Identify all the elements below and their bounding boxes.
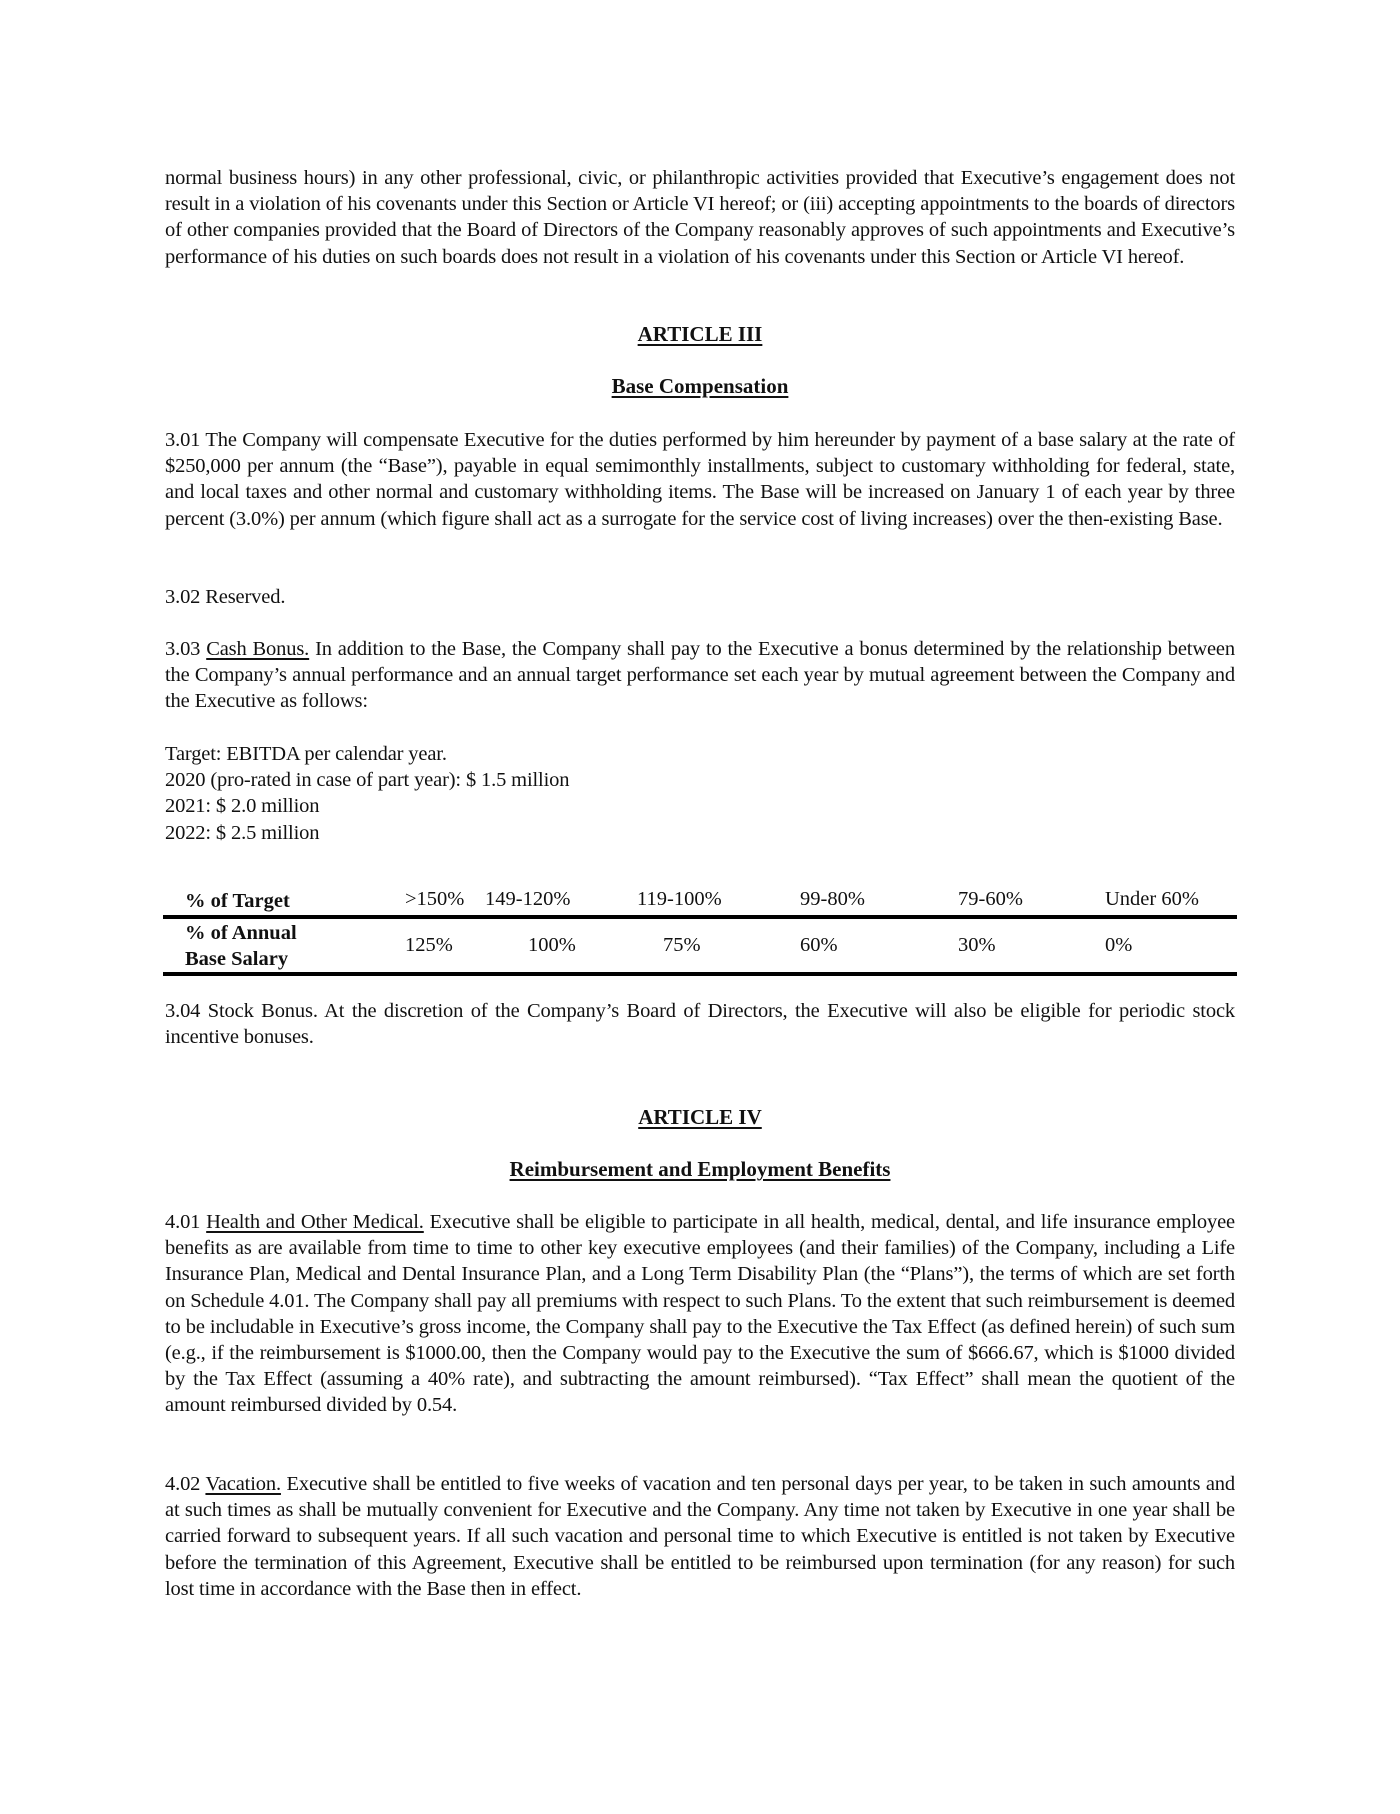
table-header-cell: 119-100%	[637, 888, 722, 910]
article-3-subheading	[165, 373, 1235, 399]
target-line: 2022: $ 2.5 million	[165, 821, 320, 844]
section-4-02-title: Vacation.	[205, 1473, 281, 1495]
section-3-03-number: 3.03	[165, 638, 207, 660]
bonus-table	[163, 888, 1237, 976]
table-cell: 0%	[1105, 934, 1133, 956]
section-4-02-text: Executive shall be entitled to five weeks of vacation and ten personal days per year, to be taken in such amounts and at such times as shall be mutually convenient for Executive and the Company. Any time not taken by Executive in one year shall be carried forward to subsequent years. If all such vacation and personal time to which Executive is entitled is not taken by Executive before the termination of this Agreement, Executive shall be entitled to be reimbursed upon termination (for any reason) for such lost time in accordance with the Base then in effect.	[165, 1473, 1235, 1600]
table-top-rule	[163, 915, 1237, 919]
section-3-03	[165, 636, 1235, 715]
section-3-02: 3.02 Reserved.	[165, 586, 286, 608]
article-4-heading-text: ARTICLE IV	[638, 1105, 762, 1129]
article-4-subheading	[165, 1156, 1235, 1182]
target-line: 2021: $ 2.0 million	[165, 795, 320, 818]
section-4-01	[165, 1209, 1235, 1419]
intro-paragraph: normal business hours) in any other professional, civic, or philanthropic activities provided that Executive’s engagement does not result in a violation of his covenants under this Section or Article VI hereof; or (iii) accepting appointments to the boards of directors of other companies provided that the Board of Directors of the Company reasonably approves of such appointments and Executive’s performance of his duties on such boards does not result in a violation of his covenants under this Section or Article VI hereof.	[165, 167, 1235, 268]
table-bottom-rule	[163, 972, 1237, 976]
table-header-label: % of Target	[185, 890, 290, 912]
table-header-cell: >150%	[405, 888, 465, 910]
section-4-02-number: 4.02	[165, 1473, 206, 1495]
section-3-03-text: In addition to the Base, the Company shall pay to the Executive a bonus determined by the relationship between the Company’s annual performance and an annual target performance set each year by mutual agreement between the Company and the Executive as follows:	[165, 638, 1235, 713]
section-3-04: 3.04 Stock Bonus. At the discretion of the Company’s Board of Directors, the Executive will also be eligible for periodic stock incentive bonuses.	[165, 1000, 1235, 1049]
table-header-cell: 99-80%	[800, 888, 865, 910]
section-3-03-title: Cash Bonus.	[206, 638, 310, 660]
table-cell: 100%	[528, 934, 576, 956]
section-4-01-number: 4.01	[165, 1211, 207, 1233]
table-cell: 60%	[800, 934, 838, 956]
table-cell: 125%	[405, 934, 453, 956]
section-3-01: 3.01 The Company will compensate Executive for the duties performed by him hereunder by payment of a base salary at the rate of $250,000 per annum (the “Base”), payable in equal semimonthly installments, subject to customary withholding for federal, state, and local taxes and other normal and customary withholding items. The Base will be increased on January 1 of each year by three percent (3.0%) per annum (which figure shall act as a surrogate for the service cost of living increases) over the then-existing Base.	[165, 429, 1235, 530]
section-4-01-title: Health and Other Medical.	[206, 1211, 424, 1233]
table-header-cell: 149-120%	[485, 888, 571, 910]
target-line: Target: EBITDA per calendar year.	[165, 743, 447, 765]
table-header-cell: Under 60%	[1105, 888, 1199, 910]
table-row-label-line1: % of Annual	[185, 922, 297, 944]
article-4-heading	[165, 1104, 1235, 1130]
section-4-01-text: Executive shall be eligible to participate in all health, medical, dental, and life insurance employee benefits as are available from time to time to other key executive employees (and their families) of the Company, including a Life Insurance Plan, Medical and Dental Insurance Plan, and a Long Term Disability Plan (the “Plans”), the terms of which are set forth on Schedule 4.01. The Company shall pay all premiums with respect to such Plans. To the extent that such reimbursement is deemed to be includable in Executive’s gross income, the Company shall pay to the Executive the Tax Effect (as defined herein) of such sum (e.g., if the reimbursement is $1000.00, then the Company would pay to the Executive the sum of $666.67, which is $1000 divided by the Tax Effect (assuming a 40% rate), and subtracting the amount reimbursed). “Tax Effect” shall mean the quotient of the amount reimbursed divided by 0.54.	[165, 1211, 1235, 1417]
article-3-heading	[165, 321, 1235, 347]
article-3-heading-text: ARTICLE III	[637, 322, 763, 346]
table-cell: 30%	[958, 934, 996, 956]
ebitda-targets	[165, 741, 1235, 846]
table-cell: 75%	[663, 934, 701, 956]
table-row-label-line2: Base Salary	[185, 948, 289, 970]
section-4-02	[165, 1471, 1235, 1602]
target-line: 2020 (pro-rated in case of part year): $ 1.5 million	[165, 769, 570, 792]
article-3-subheading-text: Base Compensation	[611, 374, 789, 398]
article-4-subheading-text: Reimbursement and Employment Benefits	[509, 1157, 891, 1181]
table-header-cell: 79-60%	[958, 888, 1023, 910]
